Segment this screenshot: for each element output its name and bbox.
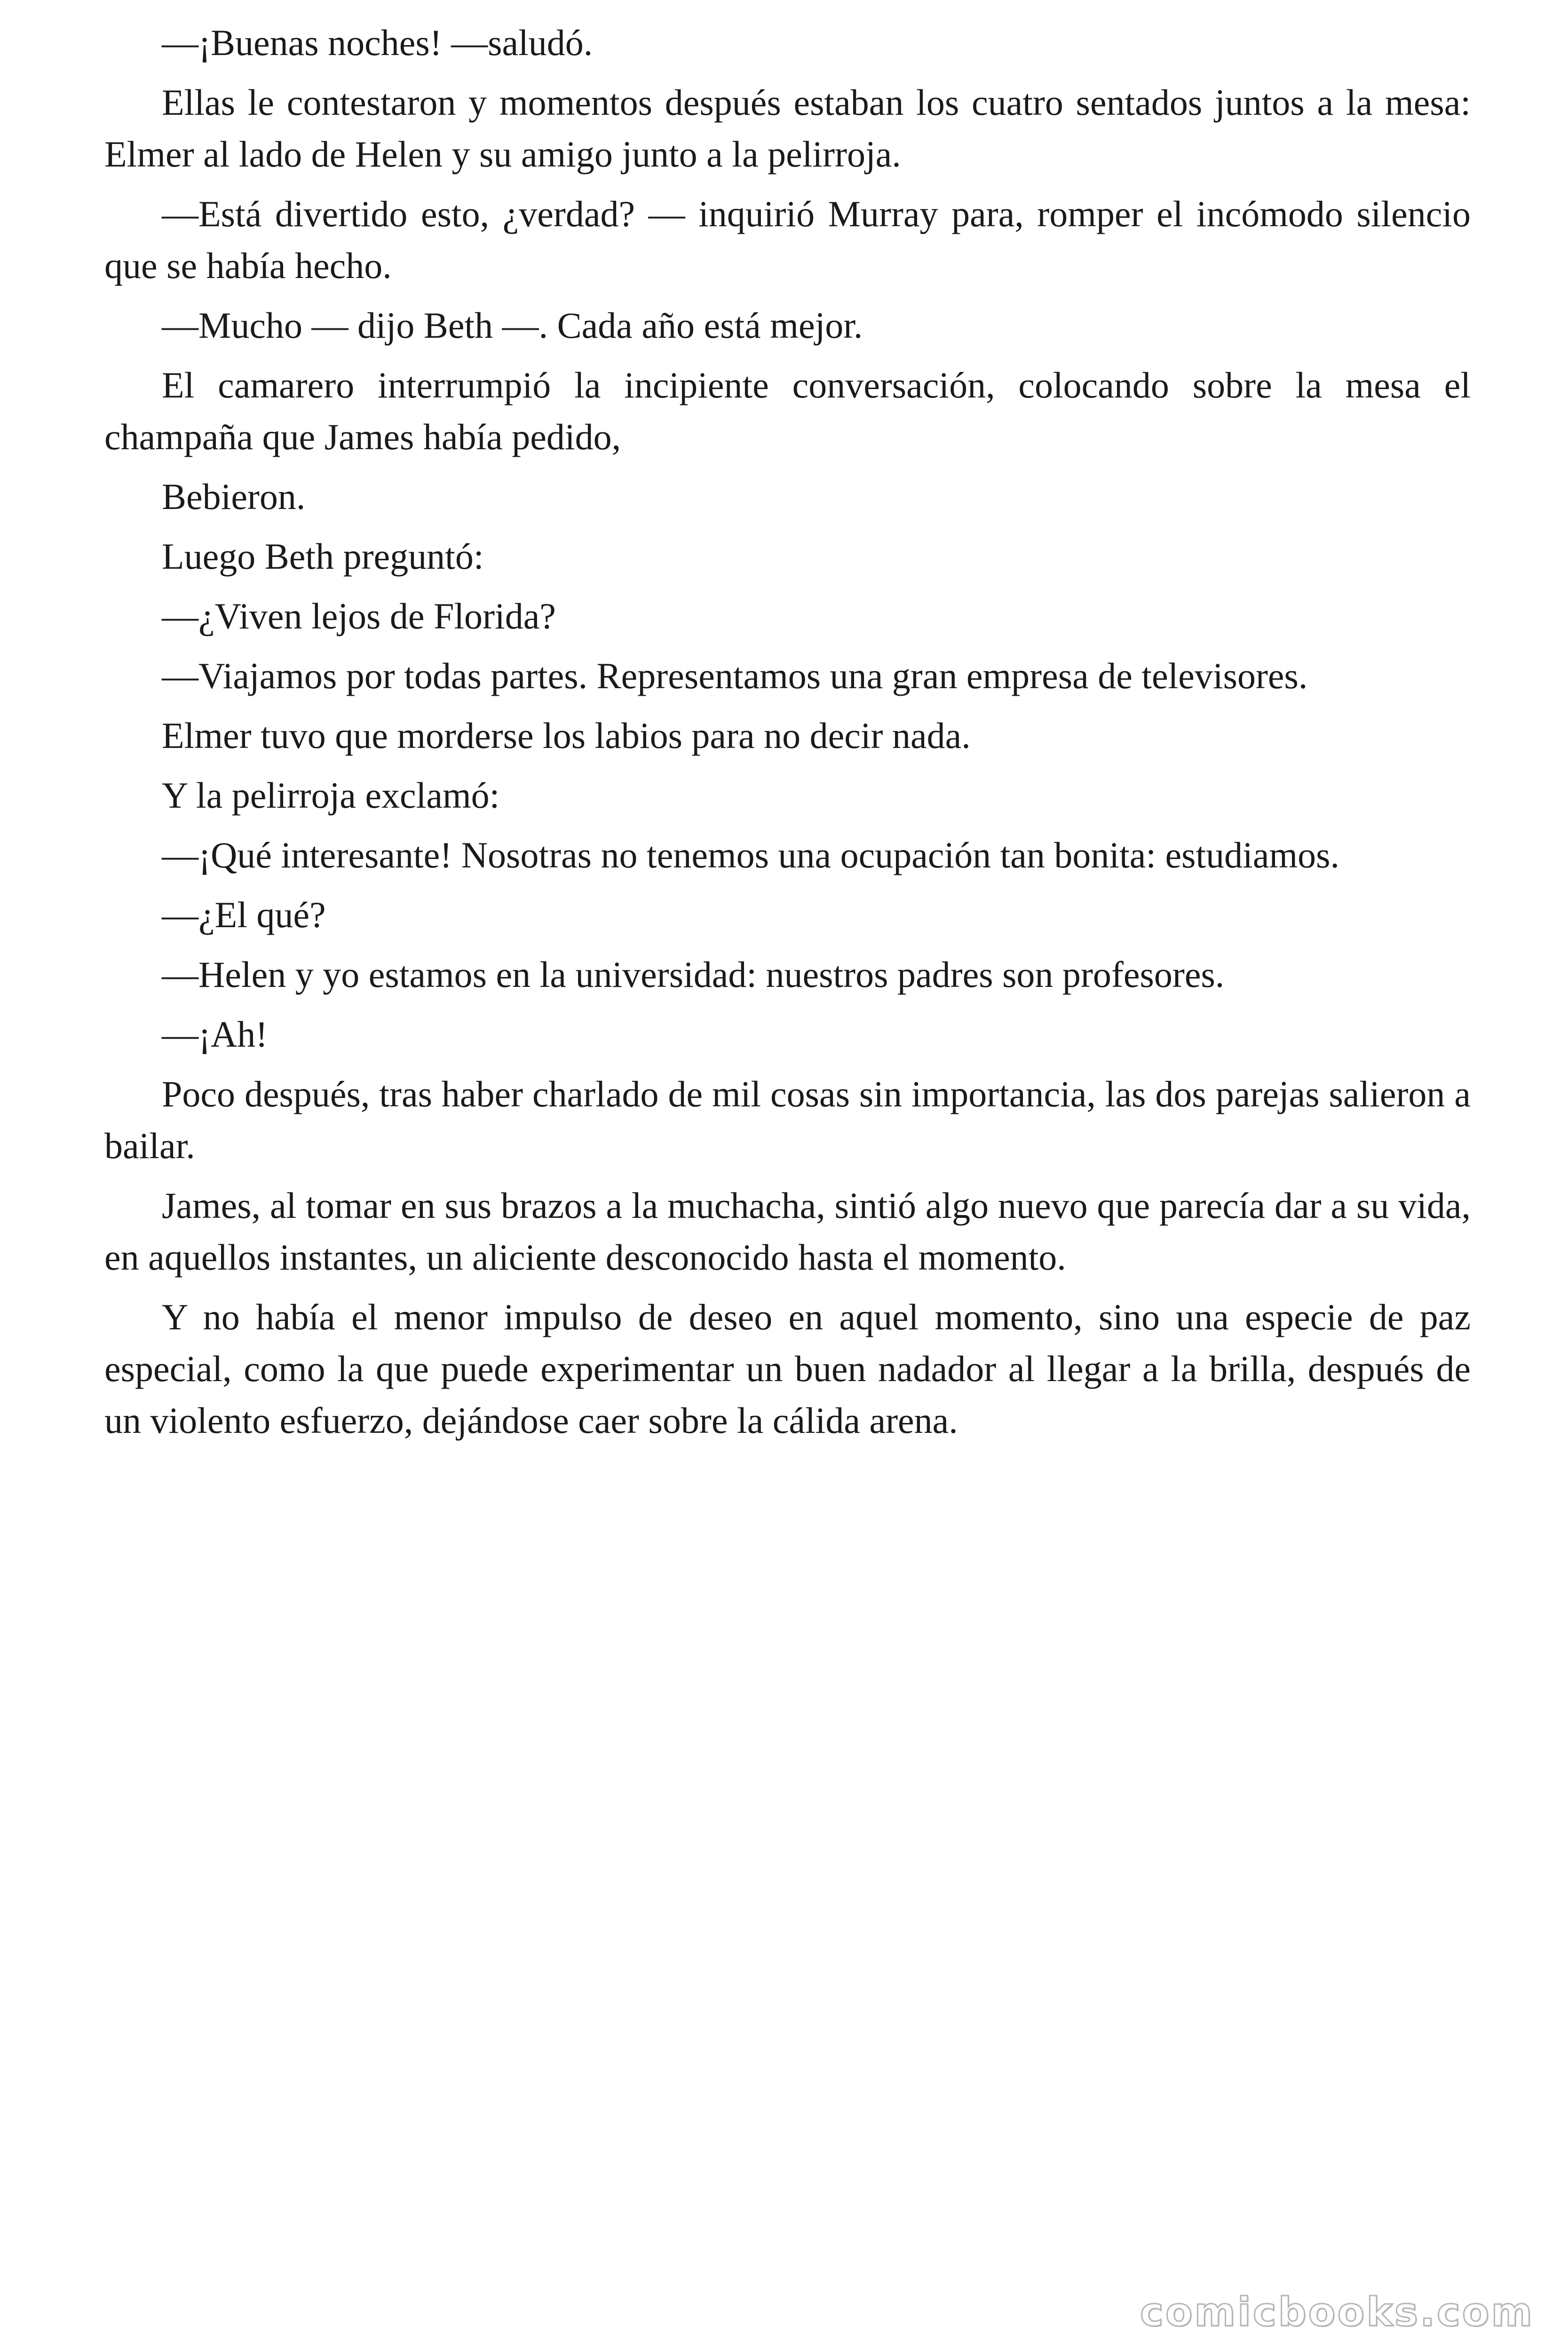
paragraph: Poco después, tras haber charlado de mil cosas sin importancia, las dos parejas salieron a bailar. bbox=[104, 1073, 1471, 1166]
paragraph: —Viajamos por todas partes. Representamos una gran empresa de televisores. bbox=[162, 655, 1308, 696]
watermark-logo: comicbooks.com bbox=[1140, 2289, 1534, 2335]
body-text bbox=[104, 17, 1471, 1454]
paragraph: Ellas le contestaron y momentos después estaban los cuatro sentados juntos a la mesa: Elmer al lado de Helen y su amigo junto a la pelirroja. bbox=[104, 82, 1471, 175]
paragraph: Luego Beth preguntó: bbox=[162, 536, 484, 577]
paragraph: —¡Ah! bbox=[162, 1014, 268, 1055]
paragraph: Y la pelirroja exclamó: bbox=[162, 775, 500, 816]
paragraph: —Helen y yo estamos en la universidad: nuestros padres son profesores. bbox=[162, 954, 1225, 995]
paragraph: Y no había el menor impulso de deseo en aquel momento, sino una especie de paz especial, como la que puede experimentar un buen nadador al llegar a la brilla, después de un violento esfuerzo, dejándose caer sobre la cálida arena. bbox=[104, 1296, 1471, 1441]
paragraph: —¡Qué interesante! Nosotras no tenemos una ocupación tan bonita: estudiamos. bbox=[162, 834, 1339, 875]
paragraph: —¿El qué? bbox=[162, 894, 326, 935]
paragraph: Elmer tuvo que morderse los labios para no decir nada. bbox=[162, 715, 971, 756]
paragraph: —Mucho — dijo Beth —. Cada año está mejor. bbox=[162, 305, 863, 346]
paragraph: James, al tomar en sus brazos a la muchacha, sintió algo nuevo que parecía dar a su vida, en aquellos instantes, un aliciente desconocido hasta el momento. bbox=[104, 1185, 1471, 1278]
paragraph: Bebieron. bbox=[162, 476, 306, 517]
paragraph: —¿Viven lejos de Florida? bbox=[162, 596, 556, 636]
paragraph: —¡Buenas noches! —saludó. bbox=[162, 22, 593, 63]
paragraph: El camarero interrumpió la incipiente conversación, colocando sobre la mesa el champaña que James había pedido, bbox=[104, 365, 1471, 457]
paragraph: —Está divertido esto, ¿verdad? — inquirió Murray para, romper el incómodo silencio que se había hecho. bbox=[104, 193, 1471, 286]
